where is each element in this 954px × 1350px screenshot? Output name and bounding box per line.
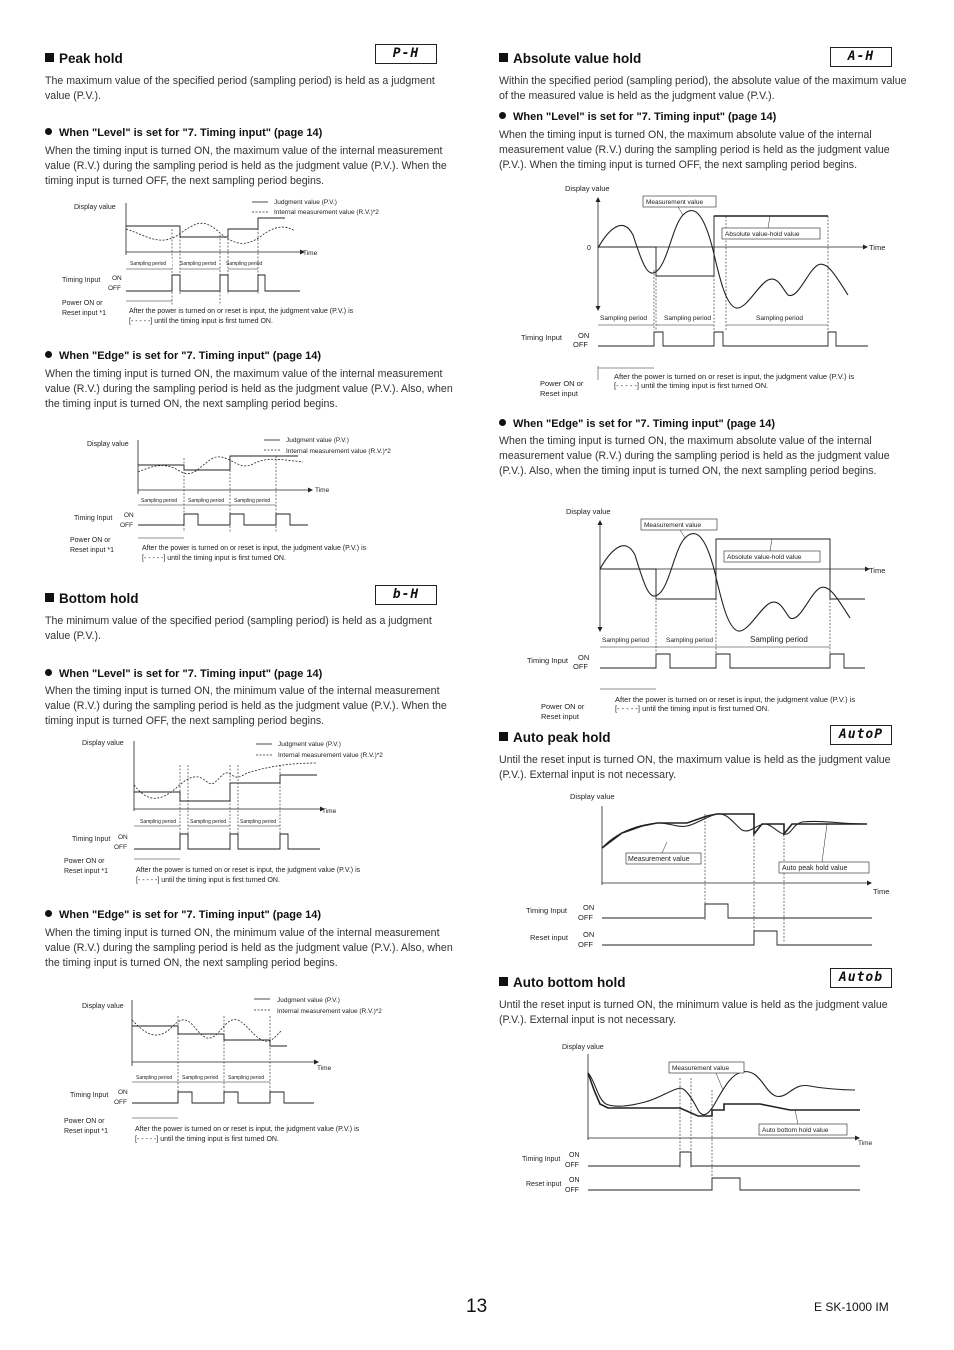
legend-internal: Internal measurement value (R.V.)*2: [277, 1008, 382, 1015]
auto-peak-code-display: AutoP: [830, 725, 892, 745]
measurement-curve: [600, 534, 850, 632]
reset-input-label: Reset input: [541, 712, 579, 721]
legend-judgment: Judgment value (P.V.): [274, 199, 337, 206]
judgment-value-line: [132, 1026, 287, 1046]
peak-hold-code-display: P-H: [375, 44, 437, 64]
axis-label-time: Time: [303, 250, 318, 257]
power-note-line1: After the power is turned on or reset is input, the judgment value (P.V.) is: [129, 308, 354, 315]
off-label: OFF: [114, 844, 127, 851]
auto-bottom-diagram: [520, 1038, 900, 1198]
off-label: OFF: [120, 522, 133, 529]
on-label: ON: [118, 834, 128, 841]
sampling-period-label: Sampling period: [130, 261, 167, 267]
sampling-period-label: Sampling period: [666, 637, 713, 644]
internal-value-curve: [132, 1019, 282, 1041]
judgment-value-line: [126, 218, 285, 237]
peak-edge-heading: When "Edge" is set for "7. Timing input" (page 14): [45, 350, 321, 362]
timing-input-signal: [588, 1152, 860, 1166]
reset-input-label: Reset input *1: [64, 1128, 108, 1135]
axis-label-display-value: Display value: [565, 184, 610, 193]
timing-input-signal: [132, 1092, 314, 1103]
sampling-period-label: Sampling period: [228, 1075, 265, 1081]
power-note-line1: After the power is turned on or reset is input, the judgment value (P.V.) is: [614, 372, 855, 381]
measurement-value-label: Measurement value: [672, 1065, 730, 1072]
reset-input-signal: [588, 1178, 860, 1190]
legend-internal: Internal measurement value (R.V.)*2: [274, 209, 379, 216]
power-note-line2: [- - - - -] until the timing input is first turned ON.: [135, 1136, 279, 1143]
off-label: OFF: [565, 1162, 579, 1169]
auto-peak-hold-line: [602, 814, 867, 848]
auto-bottom-code-display: Autob: [830, 968, 892, 988]
sampling-period-label: Sampling period: [188, 498, 225, 504]
peak-level-diagram: [60, 195, 400, 330]
timing-input-label: Timing Input: [522, 1156, 561, 1163]
peak-edge-diagram: [68, 432, 408, 567]
axis-label-display-value: Display value: [82, 1003, 124, 1010]
document-id: E SK-1000 IM: [814, 1300, 889, 1314]
power-on-label: Power ON or: [540, 379, 584, 388]
legend-internal: Internal measurement value (R.V.)*2: [278, 752, 383, 759]
sampling-period-label: Sampling period: [234, 498, 271, 504]
axis-label-display-value: Display value: [87, 441, 129, 448]
absolute-hold-heading: Absolute value hold: [499, 51, 641, 66]
auto-peak-heading: Auto peak hold: [499, 730, 611, 745]
sampling-period-label: Sampling period: [140, 819, 177, 825]
auto-peak-hold-value-label: Auto peak hold value: [782, 865, 848, 872]
auto-peak-diagram: [522, 790, 902, 955]
auto-bottom-heading: Auto bottom hold: [499, 975, 625, 990]
absolute-edge-heading: When "Edge" is set for "7. Timing input" (page 14): [499, 418, 775, 430]
power-note-line2: [- - - - -] until the timing input is first turned ON.: [615, 704, 770, 713]
axis-label-display-value: Display value: [82, 740, 124, 747]
bottom-level-heading: When "Level" is set for "7. Timing input" (page 14): [45, 668, 322, 680]
off-label: OFF: [565, 1187, 579, 1194]
timing-input-signal: [598, 332, 868, 346]
bottom-hold-intro: The minimum value of the specified period (sampling period) is held as a judgment value (P.V.).: [45, 615, 432, 643]
power-note-line1: After the power is turned on or reset is input, the judgment value (P.V.) is: [135, 1126, 360, 1133]
timing-input-label: Timing Input: [62, 277, 101, 284]
timing-input-label: Timing Input: [521, 333, 562, 342]
legend-judgment: Judgment value (P.V.): [278, 741, 341, 748]
axis-label-display-value: Display value: [570, 792, 615, 801]
absolute-hold-intro: Within the specified period (sampling period), the absolute value of the maximum value of the measured value is held as the judgment value (P.V.).: [499, 75, 907, 103]
sampling-period-label: Sampling period: [664, 315, 711, 322]
page-number: 13: [466, 1296, 488, 1317]
power-on-label: Power ON or: [541, 702, 585, 711]
peak-hold-intro: The maximum value of the specified period (sampling period) is held as a judgment value (P.V.).: [45, 75, 435, 103]
auto-bottom-hold-value-label: Auto bottom hold value: [762, 1127, 829, 1134]
reset-input-signal: [602, 931, 872, 945]
axis-label-time: Time: [869, 243, 886, 252]
sampling-period-label: Sampling period: [180, 261, 217, 267]
axis-label-time: Time: [322, 808, 337, 815]
legend-internal: Internal measurement value (R.V.)*2: [286, 448, 391, 455]
power-note-line1: After the power is turned on or reset is input, the judgment value (P.V.) is: [615, 695, 856, 704]
off-label: OFF: [114, 1099, 127, 1106]
timing-input-label: Timing Input: [526, 906, 567, 915]
sampling-period-label: Sampling period: [136, 1075, 173, 1081]
timing-input-label: Timing Input: [527, 656, 568, 665]
axis-label-time: Time: [873, 887, 890, 896]
axis-zero-label: 0: [587, 245, 591, 252]
on-label: ON: [569, 1152, 580, 1159]
absolute-level-body: When the timing input is turned ON, the maximum absolute value of the internal measurement value (R.V.) during the sampling period is held as the judgment value (P.V.). When the timing input is turned OFF, the next sampling period begins.: [499, 129, 890, 172]
sampling-period-label: Sampling period: [190, 819, 227, 825]
power-note-line2: [- - - - -] until the timing input is first turned ON.: [136, 877, 280, 884]
legend-judgment: Judgment value (P.V.): [286, 437, 349, 444]
on-label: ON: [112, 275, 122, 282]
power-on-label: Power ON or: [62, 300, 103, 307]
internal-value-curve: [134, 763, 317, 798]
measurement-value-label: Measurement value: [628, 856, 690, 863]
timing-input-label: Timing Input: [72, 836, 111, 843]
timing-input-signal: [600, 654, 865, 668]
power-note-line2: [- - - - -] until the timing input is first turned ON.: [142, 555, 286, 562]
power-note-line2: [- - - - -] until the timing input is first turned ON.: [129, 318, 273, 325]
peak-edge-body: When the timing input is turned ON, the maximum value of the internal measurement value (R.V.) during the sampling period is held as the judgment value (P.V.). Also, when the timing input is turned ON, the next sampling period begins.: [45, 368, 453, 411]
sampling-period-label: Sampling period: [600, 315, 647, 322]
auto-peak-intro: Until the reset input is turned ON, the maximum value is held as the judgment value (P.V.). External input is not necessary.: [499, 754, 891, 782]
absolute-edge-body: When the timing input is turned ON, the maximum absolute value of the internal measurement value (R.V.) during the sampling period is held as the judgment value (P.V.). Also, when the timing input is turned ON, the next sampling period begins.: [499, 435, 890, 478]
timing-input-label: Timing Input: [74, 515, 113, 522]
reset-input-label: Reset input: [530, 933, 568, 942]
judgment-value-line: [138, 456, 298, 470]
sampling-period-label: Sampling period: [756, 315, 803, 322]
absolute-edge-diagram: [520, 503, 910, 725]
power-note-line2: [- - - - -] until the timing input is first turned ON.: [614, 381, 769, 390]
bottom-edge-diagram: [62, 990, 402, 1145]
sampling-period-label: Sampling period: [182, 1075, 219, 1081]
reset-input-label: Reset input *1: [62, 310, 106, 317]
on-label: ON: [118, 1089, 128, 1096]
axis-label-time: Time: [869, 566, 886, 575]
off-label: OFF: [578, 940, 593, 949]
absolute-hold-code-display: A-H: [830, 47, 892, 67]
power-on-label: Power ON or: [64, 1118, 105, 1125]
sampling-period-label: Sampling period: [602, 637, 649, 644]
reset-input-label: Reset input *1: [64, 868, 108, 875]
auto-bottom-hold-line: [588, 1073, 860, 1116]
on-label: ON: [124, 512, 134, 519]
on-label: ON: [578, 653, 590, 662]
measurement-curve: [598, 211, 848, 309]
power-on-label: Power ON or: [70, 537, 111, 544]
legend-judgment: Judgment value (P.V.): [277, 997, 340, 1004]
power-note-line1: After the power is turned on or reset is input, the judgment value (P.V.) is: [142, 545, 367, 552]
power-note-line1: After the power is turned on or reset is input, the judgment value (P.V.) is: [136, 867, 361, 874]
axis-label-time: Time: [315, 487, 330, 494]
peak-level-body: When the timing input is turned ON, the maximum value of the internal measurement value (R.V.) during the sampling period is held as the judgment value (P.V.). When the timing input is turned OFF, the next sampling period begins.: [45, 145, 447, 188]
bottom-edge-heading: When "Edge" is set for "7. Timing input" (page 14): [45, 909, 321, 921]
on-label: ON: [569, 1177, 580, 1184]
reset-input-label: Reset input: [540, 389, 578, 398]
bottom-hold-heading: Bottom hold: [45, 591, 138, 606]
off-label: OFF: [573, 340, 588, 349]
timing-input-signal: [602, 904, 872, 918]
off-label: OFF: [573, 662, 588, 671]
on-label: ON: [578, 331, 590, 340]
peak-level-heading: When "Level" is set for "7. Timing input" (page 14): [45, 127, 322, 139]
axis-label-display-value: Display value: [562, 1044, 604, 1051]
timing-input-signal: [138, 514, 308, 525]
sampling-period-label: Sampling period: [226, 261, 263, 267]
abs-hold-value-label: Absolute value-hold value: [727, 554, 802, 561]
peak-hold-heading: Peak hold: [45, 51, 123, 66]
reset-input-label: Reset input: [526, 1181, 562, 1188]
sampling-period-label: Sampling period: [750, 635, 808, 644]
timing-input-signal: [134, 834, 320, 849]
axis-label-time: Time: [858, 1140, 873, 1147]
bottom-level-diagram: [62, 735, 402, 885]
sampling-period-label: Sampling period: [141, 498, 178, 504]
abs-hold-line: [598, 216, 828, 276]
off-label: OFF: [108, 285, 121, 292]
reset-input-label: Reset input *1: [70, 547, 114, 554]
absolute-level-heading: When "Level" is set for "7. Timing input" (page 14): [499, 111, 776, 123]
bottom-level-body: When the timing input is turned ON, the minimum value of the internal measurement value (R.V.) during the sampling period is held as the judgment value (P.V.). When the timing input is turned OFF, the next sampling period begins.: [45, 685, 447, 728]
timing-input-signal: [126, 275, 300, 291]
bottom-edge-body: When the timing input is turned ON, the minimum value of the internal measurement value (R.V.) during the sampling period is held as the judgment value (P.V.). Also, when the timing input is turned ON, the next sampling period begins.: [45, 927, 453, 970]
axis-label-display-value: Display value: [566, 507, 611, 516]
on-label: ON: [583, 903, 595, 912]
absolute-level-diagram: [518, 180, 898, 400]
timing-input-label: Timing Input: [70, 1092, 109, 1099]
axis-label-time: Time: [317, 1065, 332, 1072]
sampling-period-label: Sampling period: [240, 819, 277, 825]
measurement-value-label: Measurement value: [646, 199, 704, 206]
on-label: ON: [583, 930, 595, 939]
off-label: OFF: [578, 913, 593, 922]
measurement-value-label: Measurement value: [644, 522, 702, 529]
axis-label-display-value: Display value: [74, 204, 116, 211]
auto-bottom-intro: Until the reset input is turned ON, the minimum value is held as the judgment value (P.V.). External input is not necessary.: [499, 999, 888, 1027]
bottom-hold-code-display: b-H: [375, 585, 437, 605]
measurement-curve: [602, 814, 867, 848]
abs-hold-value-label: Absolute value-hold value: [725, 231, 800, 238]
power-on-label: Power ON or: [64, 858, 105, 865]
